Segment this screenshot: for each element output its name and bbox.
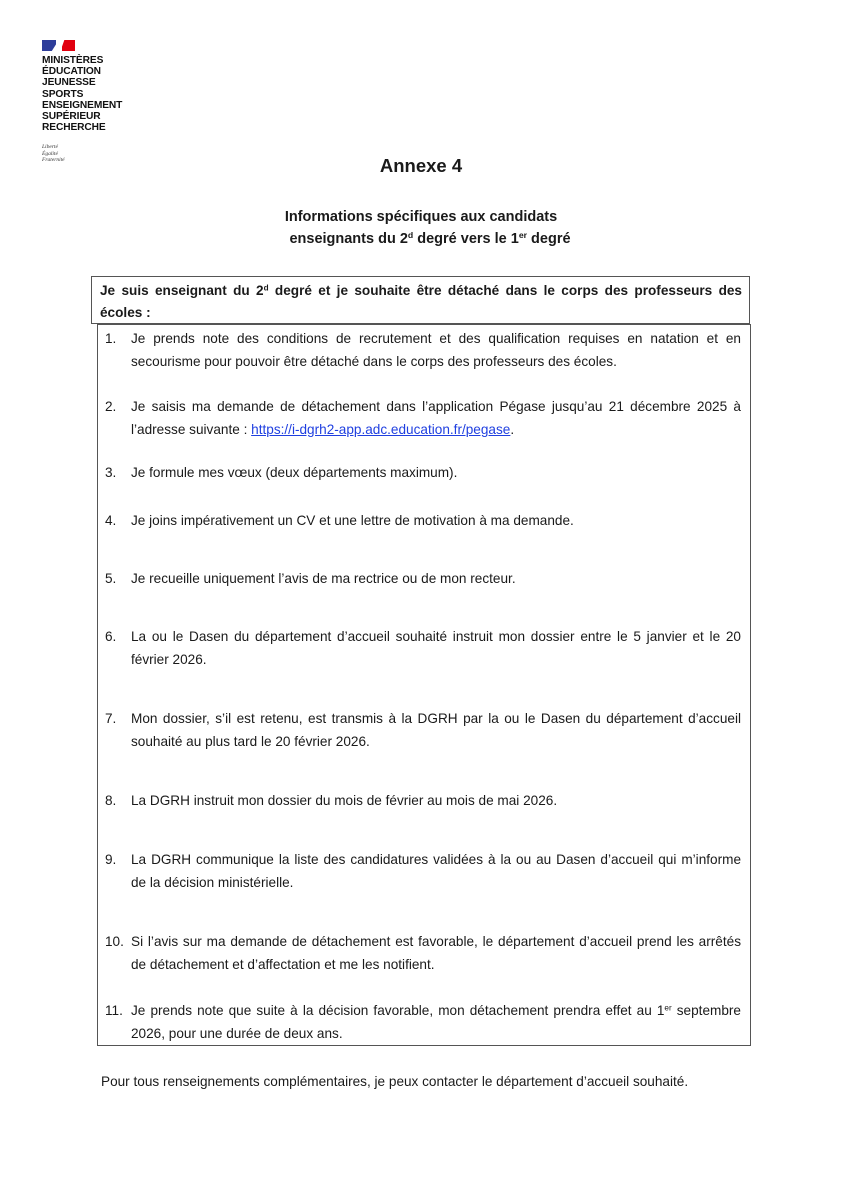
flag-blue-segment bbox=[42, 40, 56, 51]
item-text-part: Je prends note que suite à la décision favorable, mon détachement prendra effet au 1 bbox=[131, 1003, 665, 1018]
item-text-part: septembre 2026, pour une durée de deux ans. bbox=[131, 1003, 741, 1041]
header-text: Je suis enseignant du 2 bbox=[100, 283, 264, 298]
item-number: 6. bbox=[105, 629, 117, 644]
declaration-header-box bbox=[91, 276, 750, 324]
superscript: er bbox=[518, 230, 528, 241]
page-title: Annexe 4 bbox=[379, 155, 463, 176]
item-text: Je joins impérativement un CV et une lettre de motivation à ma demande. bbox=[131, 513, 574, 528]
logo-line: ENSEIGNEMENT bbox=[42, 99, 123, 111]
subtitle-text: degré bbox=[527, 231, 571, 247]
item-text bbox=[131, 1000, 741, 1045]
item-number: 1. bbox=[105, 331, 117, 346]
item-number: 9. bbox=[105, 852, 117, 867]
logo-line: SUPÉRIEUR bbox=[42, 111, 101, 123]
item-text-part: . bbox=[510, 421, 515, 437]
item-number: 5. bbox=[105, 571, 117, 586]
subtitle-line-2 bbox=[0, 228, 842, 250]
french-flag-icon bbox=[42, 40, 75, 51]
item-text: Si l’avis sur ma demande de détachement est favorable, le département d’accueil prend les arrêtés de détachement et d’affectation et me les notifient. bbox=[131, 934, 741, 972]
subtitle-line-1: Informations spécifiques aux candidats bbox=[284, 209, 558, 225]
item-number: 2. bbox=[105, 399, 117, 414]
flag-red-segment bbox=[62, 40, 75, 51]
item-number: 8. bbox=[105, 793, 117, 808]
item-text: Je prends note des conditions de recrutement et des qualification requises en natation et en secourisme pour pouvoir être détaché dans le corps des professeurs des écoles. bbox=[131, 331, 741, 369]
pegase-link[interactable]: https://i-dgrh2-app.adc.education.fr/pegase bbox=[251, 421, 511, 437]
item-text: La DGRH instruit mon dossier du mois de février au mois de mai 2026. bbox=[131, 793, 558, 808]
logo-ministry-names bbox=[42, 55, 122, 133]
logo-line: JEUNESSE bbox=[42, 77, 96, 89]
item-text: Je formule mes vœux (deux départements maximum). bbox=[131, 465, 458, 480]
item-number: 4. bbox=[105, 513, 117, 528]
item-number: 11. bbox=[105, 1003, 123, 1018]
motto-line: Liberté bbox=[42, 144, 58, 150]
item-number: 3. bbox=[105, 465, 117, 480]
logo-line: MINISTÈRES bbox=[42, 55, 104, 66]
page-subtitle bbox=[0, 206, 842, 250]
logo-line: ÉDUCATION bbox=[42, 66, 101, 78]
ministry-logo bbox=[33, 33, 151, 173]
steps-list-box bbox=[97, 324, 751, 1046]
superscript: d bbox=[407, 230, 414, 241]
item-number: 7. bbox=[105, 711, 117, 726]
item-number: 10. bbox=[105, 934, 124, 949]
item-text: Mon dossier, s’il est retenu, est transmis à la DGRH par la ou le Dasen du département d’accueil souhaité au plus tard le 20 février 2026. bbox=[131, 711, 741, 749]
header-text: degré et je souhaite être détaché dans le corps des professeurs des écoles : bbox=[100, 283, 742, 320]
item-text: La DGRH communique la liste des candidatures validées à la ou au Dasen d’accueil qui m’informe de la décision ministérielle. bbox=[131, 852, 741, 890]
logo-line: SPORTS bbox=[42, 88, 84, 100]
logo-line: RECHERCHE bbox=[42, 122, 106, 134]
item-text bbox=[131, 396, 741, 441]
subtitle-text: degré vers le 1 bbox=[413, 231, 519, 247]
motto-line: Fraternité bbox=[42, 157, 65, 163]
item-text-part: Je saisis ma demande de détachement dans l’application Pégase jusqu’au 21 décembre 2025 à l’adresse suivante : bbox=[131, 399, 741, 437]
item-text: La ou le Dasen du département d’accueil souhaité instruit mon dossier entre le 5 janvier et le 20 février 2026. bbox=[131, 629, 741, 667]
motto-line: Égalité bbox=[42, 150, 58, 157]
subtitle-text: enseignants du 2 bbox=[289, 231, 408, 247]
footer-note: Pour tous renseignements complémentaires, je peux contacter le département d’accueil souhaité. bbox=[101, 1074, 689, 1089]
superscript: d bbox=[263, 283, 269, 293]
superscript: er bbox=[664, 1003, 672, 1013]
item-text: Je recueille uniquement l’avis de ma rectrice ou de mon recteur. bbox=[131, 571, 516, 586]
